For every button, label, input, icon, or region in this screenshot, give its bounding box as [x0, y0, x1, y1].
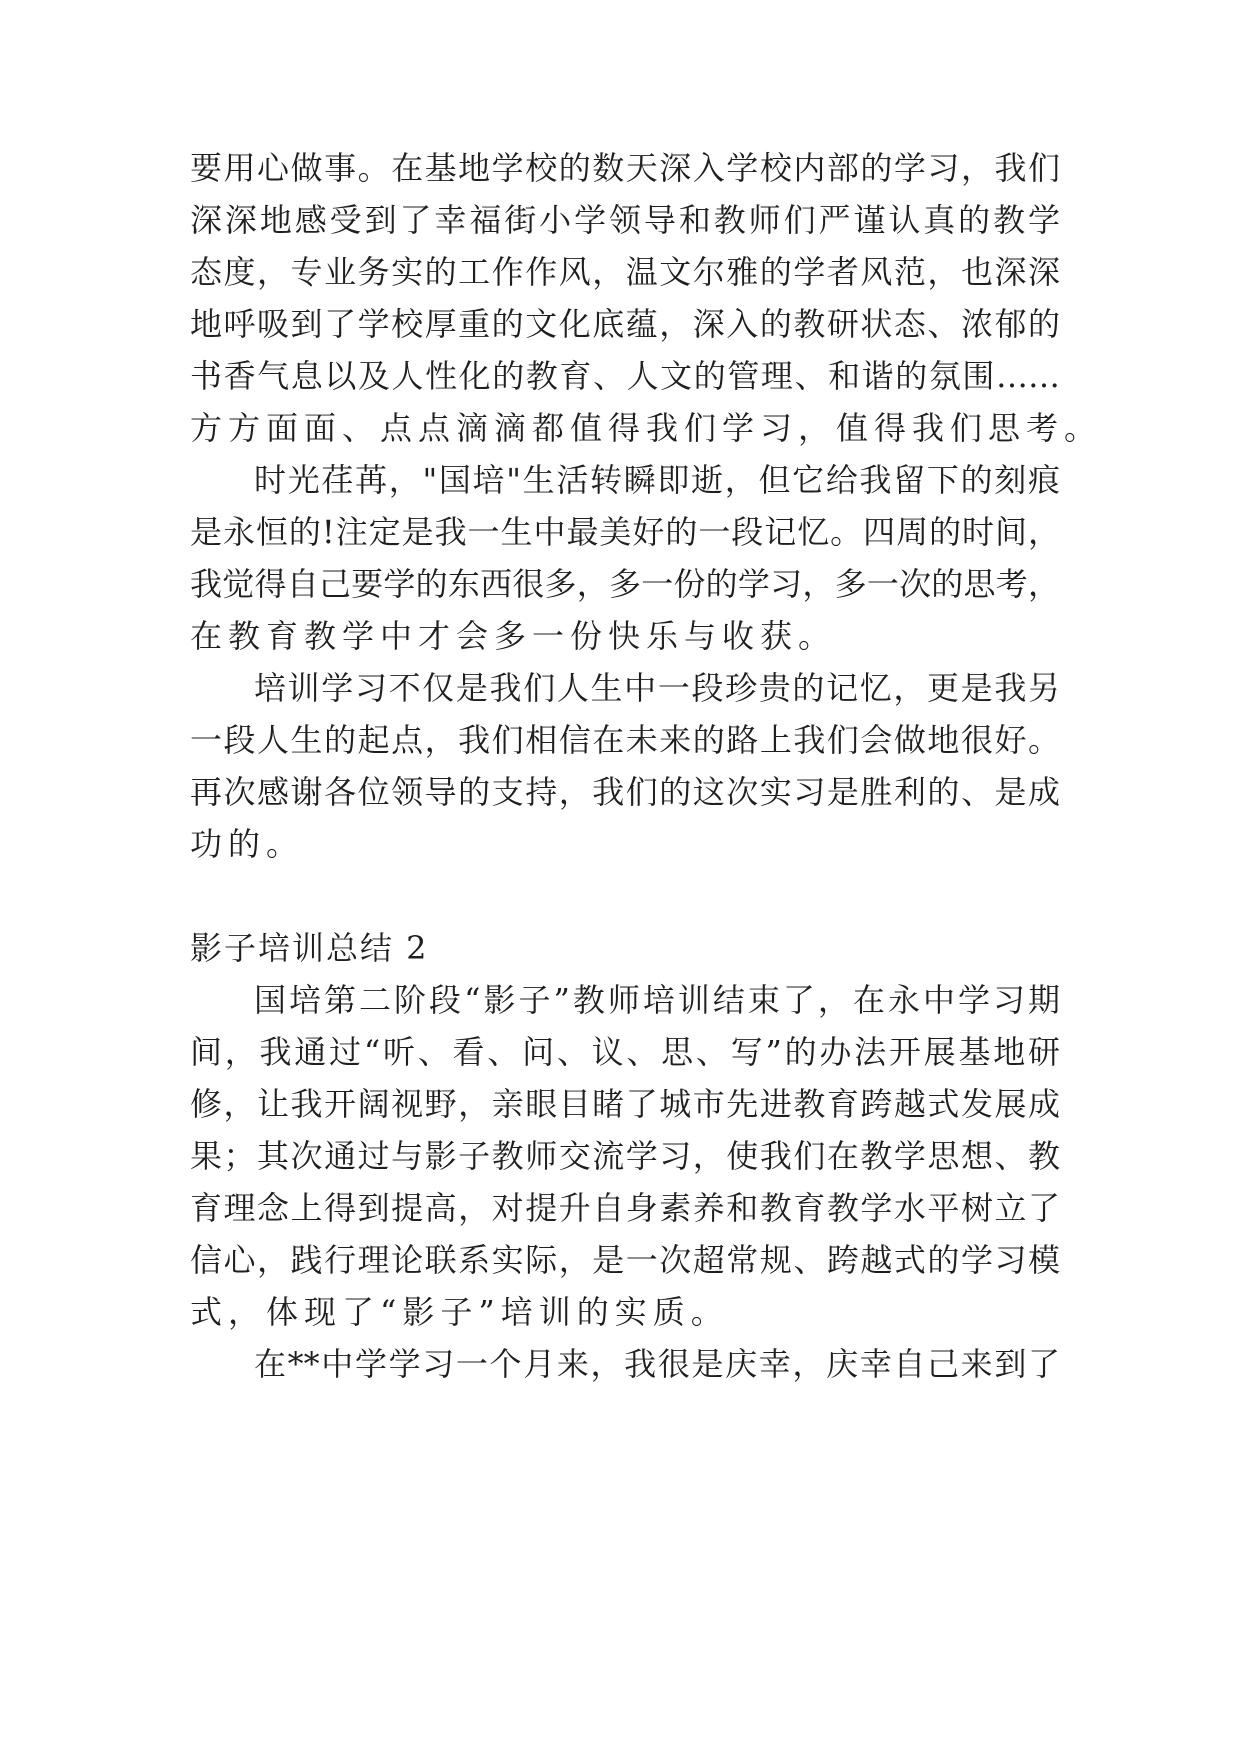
text-line: 深深地感受到了幸福街小学领导和教师们严谨认真的教学 [190, 201, 1060, 239]
paragraph-first-line: 时光荏苒，"国培"生活转瞬即逝，但它给我留下的刻痕 [254, 461, 1060, 499]
text-line: 方方面面、点点滴滴都值得我们学习，值得我们思考。 [190, 409, 1103, 447]
text-line: 式，体现了“影子”培训的实质。 [190, 1293, 729, 1331]
paragraph-first-line: 国培第二阶段“影子”教师培训结束了，在永中学习期 [254, 981, 1060, 1019]
text-line: 一段人生的起点，我们相信在未来的路上我们会做地很好。 [190, 721, 1060, 759]
text-line: 功的。 [190, 825, 305, 863]
text-line: 在教育教学中才会多一份快乐与收获。 [190, 617, 837, 655]
paragraph-first-line: 在**中学学习一个月来，我很是庆幸，庆幸自己来到了 [254, 1345, 1060, 1383]
paragraph-first-line: 培训学习不仅是我们人生中一段珍贵的记忆，更是我另 [254, 669, 1060, 707]
text-line: 书香气息以及人性化的教育、人文的管理、和谐的氛围…… [190, 357, 1060, 395]
text-line: 我觉得自己要学的东西很多，多一份的学习，多一次的思考， [190, 565, 1060, 603]
text-line: 要用心做事。在基地学校的数天深入学校内部的学习，我们 [190, 149, 1060, 187]
text-line: 修，让我开阔视野，亲眼目睹了城市先进教育跨越式发展成 [190, 1085, 1060, 1123]
text-line: 地呼吸到了学校厚重的文化底蕴，深入的教研状态、浓郁的 [190, 305, 1060, 343]
text-line: 果；其次通过与影子教师交流学习，使我们在教学思想、教 [190, 1137, 1060, 1175]
text-line: 间，我通过“听、看、问、议、思、写”的办法开展基地研 [190, 1033, 1060, 1071]
text-line: 信心，践行理论联系实际，是一次超常规、跨越式的学习模 [190, 1241, 1060, 1279]
text-line: 再次感谢各位领导的支持，我们的这次实习是胜利的、是成 [190, 773, 1060, 811]
text-line: 育理念上得到提高，对提升自身素养和教育教学水平树立了 [190, 1189, 1060, 1227]
text-line: 是永恒的!注定是我一生中最美好的一段记忆。四周的时间， [190, 513, 1060, 551]
section-heading: 影子培训总结 2 [190, 929, 429, 967]
text-line: 态度，专业务实的工作作风，温文尔雅的学者风范，也深深 [190, 253, 1060, 291]
